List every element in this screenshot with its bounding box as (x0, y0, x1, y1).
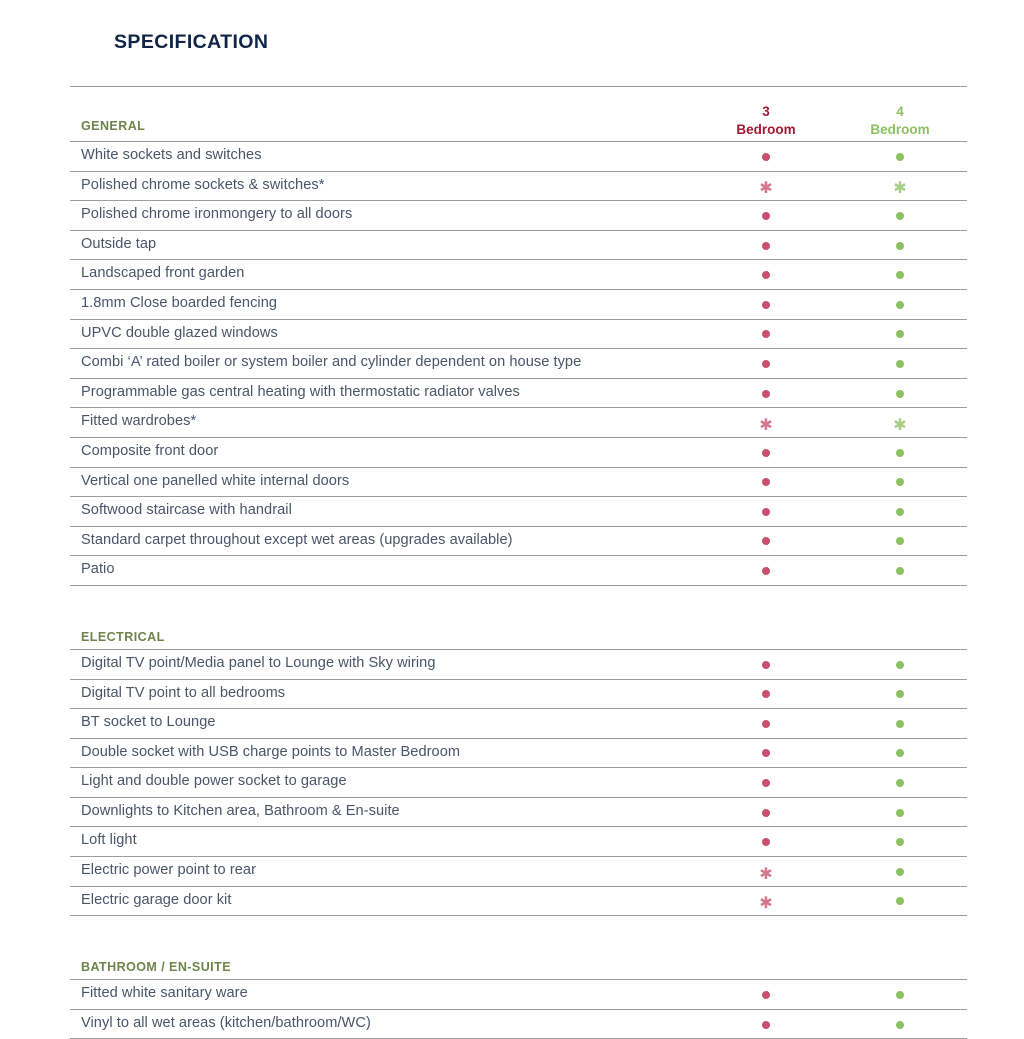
included-dot-icon (762, 690, 770, 698)
optional-asterisk-icon: ✱ (759, 893, 773, 913)
table-row (70, 797, 967, 827)
included-dot-icon (896, 271, 904, 279)
feature-label: Vertical one panelled white internal doors (81, 472, 350, 489)
included-dot-icon (762, 360, 770, 368)
included-dot-icon (896, 661, 904, 669)
feature-label: Polished chrome sockets & switches* (81, 176, 325, 193)
cell-4-bedroom (833, 887, 967, 893)
table-row (70, 407, 967, 437)
cell-3-bedroom (699, 379, 833, 385)
included-dot-icon (896, 897, 904, 905)
optional-asterisk-icon: ✱ (893, 178, 907, 198)
column-header-3-bedroom-word: Bedroom (736, 122, 796, 138)
included-dot-icon (762, 779, 770, 787)
table-row (70, 496, 967, 526)
cell-4-bedroom (833, 379, 967, 385)
section-spacer (70, 916, 967, 939)
cell-3-bedroom (699, 349, 833, 355)
included-dot-icon (896, 537, 904, 545)
feature-label: Programmable gas central heating with thermostatic radiator valves (81, 383, 520, 400)
included-dot-icon (762, 271, 770, 279)
included-dot-icon (896, 390, 904, 398)
included-dot-icon (762, 301, 770, 309)
cell-4-bedroom (833, 320, 967, 326)
cell-4-bedroom (833, 231, 967, 237)
table-row (70, 289, 967, 319)
included-dot-icon (762, 242, 770, 250)
included-dot-icon (762, 537, 770, 545)
cell-4-bedroom (833, 438, 967, 444)
feature-label: Patio (81, 561, 115, 578)
included-dot-icon (896, 567, 904, 575)
table-row (70, 649, 967, 679)
cell-3-bedroom (699, 260, 833, 266)
feature-label: Loft light (81, 832, 137, 849)
included-dot-icon (762, 153, 770, 161)
table-row (70, 738, 967, 768)
cell-3-bedroom (699, 527, 833, 533)
included-dot-icon (762, 330, 770, 338)
table-row (70, 856, 967, 886)
included-dot-icon (896, 779, 904, 787)
feature-label: Vinyl to all wet areas (kitchen/bathroom/WC) (81, 1014, 371, 1031)
cell-3-bedroom (699, 556, 833, 562)
table-row (70, 259, 967, 289)
included-dot-icon (762, 720, 770, 728)
feature-label: White sockets and switches (81, 147, 262, 163)
table-row (70, 348, 967, 378)
included-dot-icon (896, 868, 904, 876)
included-dot-icon (762, 449, 770, 457)
cell-3-bedroom (699, 709, 833, 715)
cell-3-bedroom (699, 768, 833, 774)
feature-label: Electric power point to rear (81, 862, 256, 879)
included-dot-icon (896, 330, 904, 338)
section-heading-general: GENERAL (81, 119, 146, 133)
feature-label: Downlights to Kitchen area, Bathroom & En-suite (81, 802, 400, 819)
included-dot-icon (896, 449, 904, 457)
table-row (70, 378, 967, 408)
cell-4-bedroom (833, 857, 967, 863)
included-dot-icon (896, 1021, 904, 1029)
included-dot-icon (762, 508, 770, 516)
feature-label: Double socket with USB charge points to Master Bedroom (81, 743, 461, 760)
cell-3-bedroom (699, 497, 833, 503)
section-heading-row (70, 609, 967, 649)
included-dot-icon (762, 1021, 770, 1029)
included-dot-icon (762, 390, 770, 398)
feature-label: Standard carpet throughout except wet areas (upgrades available) (81, 531, 513, 548)
column-header-4-bedroom (833, 103, 967, 141)
feature-label: UPVC double glazed windows (81, 324, 278, 341)
cell-4-bedroom (833, 290, 967, 296)
feature-label: Light and double power socket to garage (81, 773, 347, 790)
cell-4-bedroom (833, 468, 967, 474)
feature-label: Landscaped front garden (81, 265, 245, 282)
cell-4-bedroom (833, 260, 967, 266)
table-row (70, 826, 967, 856)
feature-label: BT socket to Lounge (81, 714, 216, 731)
column-header-3-bedroom (699, 103, 833, 141)
included-dot-icon (762, 809, 770, 817)
cell-3-bedroom (699, 172, 833, 198)
included-dot-icon (896, 301, 904, 309)
feature-label: Digital TV point/Media panel to Lounge with Sky wiring (81, 654, 436, 671)
cell-3-bedroom (699, 650, 833, 656)
included-dot-icon (896, 212, 904, 220)
section-heading-bathroom-en-suite: BATHROOM / EN-SUITE (81, 960, 231, 975)
table-row (70, 886, 967, 916)
included-dot-icon (896, 809, 904, 817)
optional-asterisk-icon: ✱ (759, 415, 773, 435)
included-dot-icon (762, 478, 770, 486)
cell-4-bedroom (833, 556, 967, 562)
cell-3-bedroom (699, 320, 833, 326)
cell-4-bedroom (833, 142, 967, 148)
included-dot-icon (762, 567, 770, 575)
cell-3-bedroom (699, 827, 833, 833)
column-header-4-bedroom-number: 4 (896, 104, 904, 120)
cell-4-bedroom (833, 527, 967, 533)
included-dot-icon (896, 153, 904, 161)
cell-3-bedroom (699, 468, 833, 474)
cell-3-bedroom (699, 290, 833, 296)
table-row (70, 979, 967, 1009)
feature-label: Polished chrome ironmongery to all doors (81, 206, 353, 223)
included-dot-icon (896, 242, 904, 250)
included-dot-icon (896, 508, 904, 516)
table-body (70, 141, 967, 1039)
column-header-3-bedroom-number: 3 (762, 104, 770, 120)
feature-label: Electric garage door kit (81, 891, 232, 908)
feature-label: 1.8mm Close boarded fencing (81, 294, 278, 311)
feature-label: Outside tap (81, 235, 157, 252)
table-row (70, 319, 967, 349)
feature-label: Digital TV point to all bedrooms (81, 684, 286, 701)
cell-3-bedroom (699, 201, 833, 207)
cell-4-bedroom (833, 497, 967, 503)
table-row (70, 708, 967, 738)
feature-label: Composite front door (81, 442, 219, 459)
cell-4-bedroom (833, 827, 967, 833)
section-heading-row (70, 939, 967, 979)
cell-4-bedroom (833, 650, 967, 656)
included-dot-icon (762, 661, 770, 669)
included-dot-icon (896, 720, 904, 728)
included-dot-icon (896, 749, 904, 757)
table-row (70, 767, 967, 797)
feature-label: Softwood staircase with handrail (81, 502, 292, 519)
table-row (70, 200, 967, 230)
cell-4-bedroom (833, 739, 967, 745)
table-row (70, 467, 967, 497)
included-dot-icon (896, 690, 904, 698)
feature-label: Combi ‘A’ rated boiler or system boiler and cylinder dependent on house type (81, 354, 582, 371)
cell-3-bedroom (699, 857, 833, 883)
cell-4-bedroom (833, 709, 967, 715)
cell-3-bedroom (699, 887, 833, 913)
cell-4-bedroom (833, 768, 967, 774)
table-row (70, 141, 967, 171)
page-title: SPECIFICATION (114, 31, 269, 53)
first-section-heading-cell (70, 117, 699, 141)
column-header-4-bedroom-word: Bedroom (870, 122, 930, 138)
included-dot-icon (762, 212, 770, 220)
table-row (70, 437, 967, 467)
included-dot-icon (896, 360, 904, 368)
table-row (70, 526, 967, 556)
cell-3-bedroom (699, 798, 833, 804)
cell-3-bedroom (699, 1010, 833, 1016)
cell-3-bedroom (699, 142, 833, 148)
included-dot-icon (896, 478, 904, 486)
cell-3-bedroom (699, 438, 833, 444)
cell-3-bedroom (699, 980, 833, 986)
cell-4-bedroom (833, 408, 967, 435)
cell-4-bedroom (833, 1010, 967, 1016)
table-row (70, 171, 967, 201)
feature-label: Fitted wardrobes* (81, 413, 197, 430)
cell-4-bedroom (833, 980, 967, 986)
included-dot-icon (896, 838, 904, 846)
cell-4-bedroom (833, 172, 967, 198)
cell-3-bedroom (699, 408, 833, 435)
feature-label: Fitted white sanitary ware (81, 985, 248, 1002)
section-heading-electrical: ELECTRICAL (81, 629, 165, 644)
table-row (70, 230, 967, 260)
table-column-header-row (70, 87, 967, 141)
section-spacer (70, 586, 967, 609)
included-dot-icon (762, 749, 770, 757)
cell-4-bedroom (833, 201, 967, 207)
cell-4-bedroom (833, 349, 967, 355)
cell-3-bedroom (699, 680, 833, 686)
table-row (70, 1009, 967, 1039)
table-row (70, 555, 967, 585)
cell-3-bedroom (699, 739, 833, 745)
table-row (70, 679, 967, 709)
cell-4-bedroom (833, 680, 967, 686)
cell-3-bedroom (699, 231, 833, 237)
included-dot-icon (762, 838, 770, 846)
cell-4-bedroom (833, 798, 967, 804)
optional-asterisk-icon: ✱ (893, 415, 907, 435)
specification-table (70, 86, 967, 1039)
optional-asterisk-icon: ✱ (759, 178, 773, 198)
optional-asterisk-icon: ✱ (759, 863, 773, 883)
